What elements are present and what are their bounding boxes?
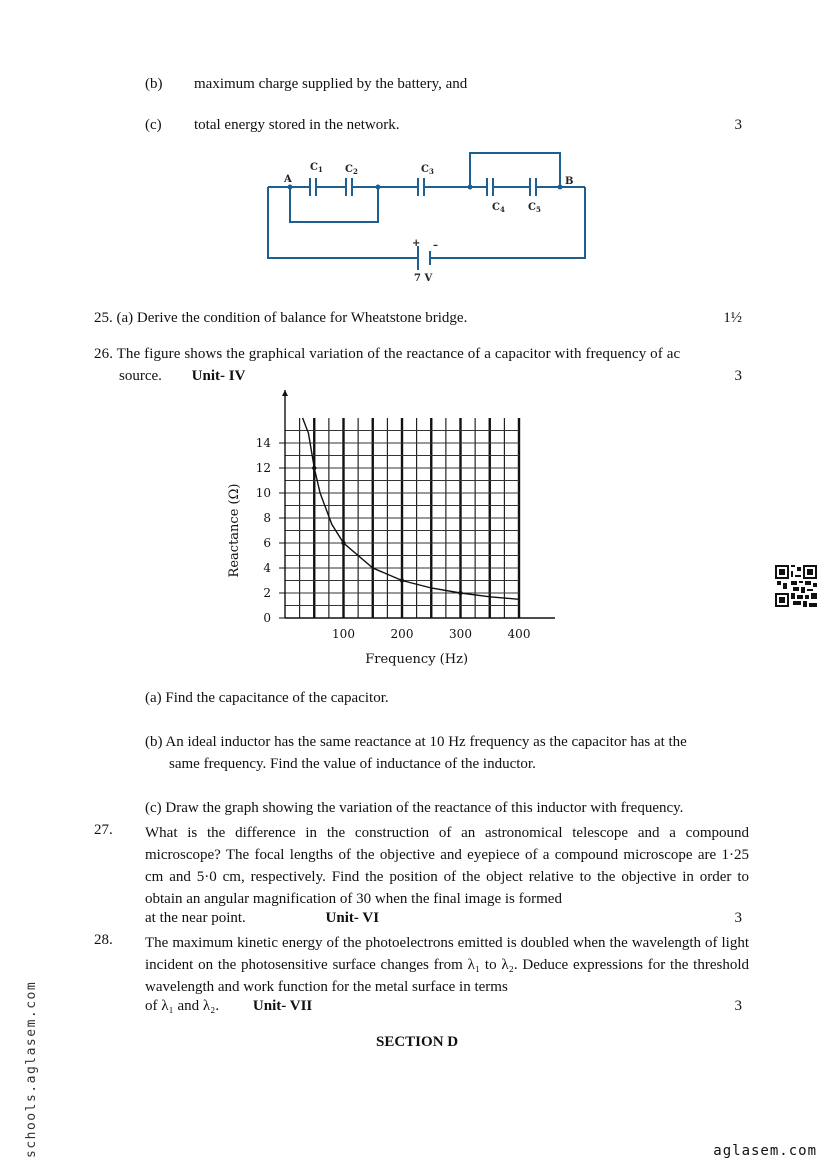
x-tick-label: 300 <box>449 627 472 641</box>
q26b-line2: same frequency. Find the value of inductance of the inductor. <box>169 756 536 772</box>
q27-unit: Unit- VI <box>325 910 380 926</box>
q28-last <box>145 998 312 1015</box>
label-A: A <box>284 174 292 185</box>
reactance-curve <box>303 418 519 599</box>
y-tick-label: 14 <box>255 436 271 450</box>
y-tick-label: 4 <box>263 561 271 575</box>
label-C2: $C_2$ <box>345 164 358 176</box>
label-C1: $C_1$ <box>310 162 323 174</box>
q26b-line1: (b) An ideal inductor has the same reactance at 10 Hz frequency as the capacitor has at the <box>145 734 687 750</box>
section-heading: SECTION D <box>376 1034 459 1050</box>
q26-marks: 3 <box>734 368 742 384</box>
x-tick-label: 400 <box>507 627 531 641</box>
q24c-text: total energy stored in the network. <box>194 117 400 133</box>
q26c: (c) Draw the graph showing the variation of the reactance of this inductor with frequency. <box>145 800 684 816</box>
x-axis-title: Frequency (Hz) <box>365 652 469 667</box>
q26-unit: Unit- IV <box>191 368 246 384</box>
data-point <box>400 578 404 582</box>
label-C3: $C_3$ <box>421 164 434 176</box>
q28-last-text: of λ₁ and λ₂. <box>145 998 220 1014</box>
qr-code-icon <box>775 565 817 607</box>
data-point <box>341 541 345 545</box>
y-tick-label: 6 <box>263 536 271 550</box>
battery-plus: + <box>412 238 421 249</box>
data-point <box>312 466 316 470</box>
data-point <box>458 591 462 595</box>
y-tick-label: 0 <box>263 611 271 625</box>
x-tick-label: 100 <box>332 627 355 641</box>
reactance-frequency-chart <box>0 380 827 670</box>
y-tick-label: 10 <box>255 486 271 500</box>
q27-marks: 3 <box>734 910 742 926</box>
y-axis-title: Reactance (Ω) <box>227 483 242 578</box>
q25-text: 25. (a) Derive the condition of balance for Wheatstone bridge. <box>94 310 468 326</box>
q24c-marks: 3 <box>734 117 742 133</box>
y-tick-label: 8 <box>263 511 271 525</box>
q26a: (a) Find the capacitance of the capacitor. <box>145 690 389 706</box>
q27-number: 27. <box>94 822 113 838</box>
footer-watermark: aglasem.com <box>713 1143 817 1159</box>
q27-last-text: at the near point. <box>145 910 246 926</box>
y-axis-arrow <box>282 390 288 396</box>
q27-last <box>145 910 379 927</box>
label-C5: $C_5$ <box>528 202 541 214</box>
y-tick-label: 2 <box>263 586 271 600</box>
junction-node <box>468 185 473 190</box>
battery-minus: – <box>433 240 438 251</box>
q26-source: source. <box>119 368 162 384</box>
x-tick-label: 200 <box>390 627 414 641</box>
q25-marks: 1½ <box>723 310 742 326</box>
junction-node <box>288 185 293 190</box>
q28-text: The maximum kinetic energy of the photoelectrons emitted is doubled when the wavelength of light incident on the photosensitive surface changes from λ₁ to λ₂. Deduce expressions for the threshold wavelength and work function for the metal surface in terms <box>145 935 749 995</box>
q26-line1: 26. The figure shows the graphical variation of the reactance of a capacitor with frequency of ac <box>94 346 681 362</box>
junction-node <box>558 185 563 190</box>
y-tick-label: 12 <box>255 461 271 475</box>
label-C4: $C_4$ <box>492 202 505 214</box>
q28-number: 28. <box>94 932 113 948</box>
side-watermark: schools.aglasem.com <box>24 980 39 1158</box>
junction-node <box>376 185 381 190</box>
battery-label: 7 V <box>414 273 433 284</box>
q28-marks: 3 <box>734 998 742 1014</box>
label-B: B <box>565 176 574 187</box>
q24b-label: (b) <box>145 76 163 92</box>
q24c-label: (c) <box>145 117 162 133</box>
q28-unit: Unit- VII <box>252 998 313 1014</box>
q27-text: What is the difference in the construction of an astronomical telescope and a compound microscope? The focal lengths of the objective and eyepiece of a compound microscope are 1·25 cm and 5·0 cm, respectively. Find the position of the object relative to the objective in order to obtain an angular magnification of 30 when the final image is formed <box>145 825 749 907</box>
q24b-text: maximum charge supplied by the battery, and <box>194 76 468 92</box>
